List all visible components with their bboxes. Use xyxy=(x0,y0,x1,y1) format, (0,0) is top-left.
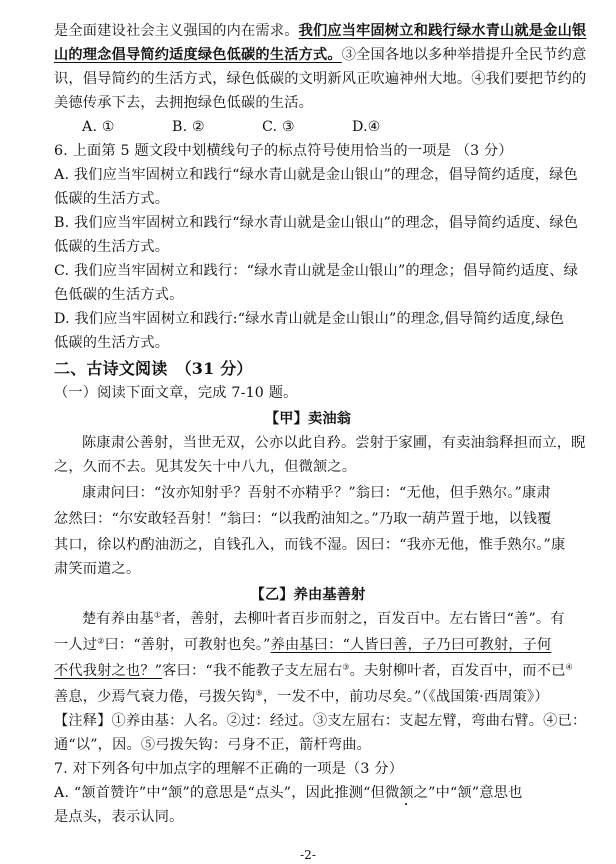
q5-option-d[interactable]: D.④ xyxy=(352,119,381,135)
jia-p2-line1: 康肃问曰：“汝亦知射乎？吾射不亦精乎？”翁曰：“无他，但手熟尔。”康肃 xyxy=(82,485,551,501)
q7-stem: 7. 对下列各句中加点字的理解不正确的一项是（3 分） xyxy=(54,761,404,777)
jia-p1-line1: 陈康肃公善射，当世无双，公亦以此自矜。尝射于家圃，有卖油翁释担而立，睨 xyxy=(82,435,586,451)
q6-option-a-line1[interactable]: A. 我们应当牢固树立和践行“绿水青山就是金山银山”的理念，倡导简约适度，绿色 xyxy=(54,167,578,183)
passage-line-2: 山的理念倡导简约适度绿色低碳的生活方式。③全国各地以多种举措提升全民节约意 xyxy=(54,47,587,63)
passage-line-4: 美德传承下去，去拥抱绿色低碳的生活。 xyxy=(54,95,313,111)
jia-p1-line2: 之，久而不去。见其发矢十中八九，但微颔之。 xyxy=(54,459,357,475)
q7-option-a-line1[interactable]: A. “颔首赞许”中“颔”的意思是“点头”，因此推测“但微颔之”中“颔”意思也 xyxy=(54,785,523,801)
section-2-instruction: （一）阅读下面文章，完成 7-10 题。 xyxy=(54,385,298,401)
q5-options xyxy=(82,116,564,138)
yi-line2: 一人过②曰：“善射，可教射也矣。”养由基曰：“人皆曰善，子乃曰可教射，子何 xyxy=(54,636,552,653)
q5-option-c[interactable]: C. ③ xyxy=(262,119,295,135)
jia-p2-line4: 肃笑而遣之。 xyxy=(54,561,141,577)
passage-yi-title: 【乙】养由基善射 xyxy=(250,587,366,603)
q6-option-d-line2[interactable]: 低碳的生活方式。 xyxy=(54,335,170,351)
q6-stem: 6. 上面第 5 题文段中划横线句子的标点符号使用恰当的一项是 （3 分） xyxy=(54,143,513,159)
yi-line4: 善息，少焉气衰力倦，弓拨矢钩⑤，一发不中，前功尽矣。”（《战国策·西周策》） xyxy=(54,688,549,705)
q6-option-b-line2[interactable]: 低碳的生活方式。 xyxy=(54,239,170,255)
yi-notes-line1: 【注释】①养由基：人名。②过：经过。③支左屈右：支起左臂，弯曲右臂。④已： xyxy=(54,713,587,729)
yi-notes-line2: 通“以”，因。⑤弓拨矢钩：弓身不正，箭杆弯曲。 xyxy=(54,737,372,753)
passage-line-3: 识，倡导简约的生活方式，绿色低碳的文明新风正吹遍神州大地。④我们要把节约的 xyxy=(54,71,587,87)
q6-option-d-line1[interactable]: D. 我们应当牢固树立和践行:“绿水青山就是金山银山”的理念,倡导简约适度,绿色 xyxy=(54,311,565,327)
passage-line-1: 是全面建设社会主义强国的内在需求。我们应当牢固树立和践行绿水青山就是金山银 xyxy=(54,23,587,39)
q6-option-b-line1[interactable]: B. 我们应当牢固树立和践行“绿水青山就是金山银山”的理念，倡导简约适度、绿色 xyxy=(54,215,579,231)
q7-option-a-line2[interactable]: 是点头，表示认同。 xyxy=(54,809,184,825)
dotted-char: 颔 xyxy=(399,785,414,801)
q5-option-a[interactable]: A. ① xyxy=(82,119,115,135)
jia-p2-line3: 其口，徐以杓酌油沥之，自钱孔入，而钱不湿。因曰：“我亦无他，惟手熟尔。”康 xyxy=(54,537,566,553)
q6-option-a-line2[interactable]: 低碳的生活方式。 xyxy=(54,191,170,207)
q6-option-c-line1[interactable]: C. 我们应当牢固树立和践行：“绿水青山就是金山银山”的理念；倡导简约适度、绿 xyxy=(54,263,579,279)
passage-jia-title: 【甲】卖油翁 xyxy=(264,411,352,427)
jia-p2-line2: 忿然曰：“尔安敢轻吾射！”翁曰：“以我酌油知之。”乃取一葫芦置于地，以钱覆 xyxy=(54,511,552,527)
q5-option-b[interactable]: B. ② xyxy=(172,119,205,135)
page-number: -2- xyxy=(300,848,316,862)
yi-line3: 不代我射之也？”客曰：“我不能教子支左屈右③。夫射柳叶者，百发百中，而不已④ xyxy=(54,662,573,679)
q6-option-c-line2[interactable]: 色低碳的生活方式。 xyxy=(54,287,184,303)
yi-line1: 楚有养由基①者，善射，去柳叶者百步而射之，百发百中。左右皆曰“善”。有 xyxy=(82,610,565,627)
section-2-title: 二、古诗文阅读 （31 分） xyxy=(54,359,253,378)
